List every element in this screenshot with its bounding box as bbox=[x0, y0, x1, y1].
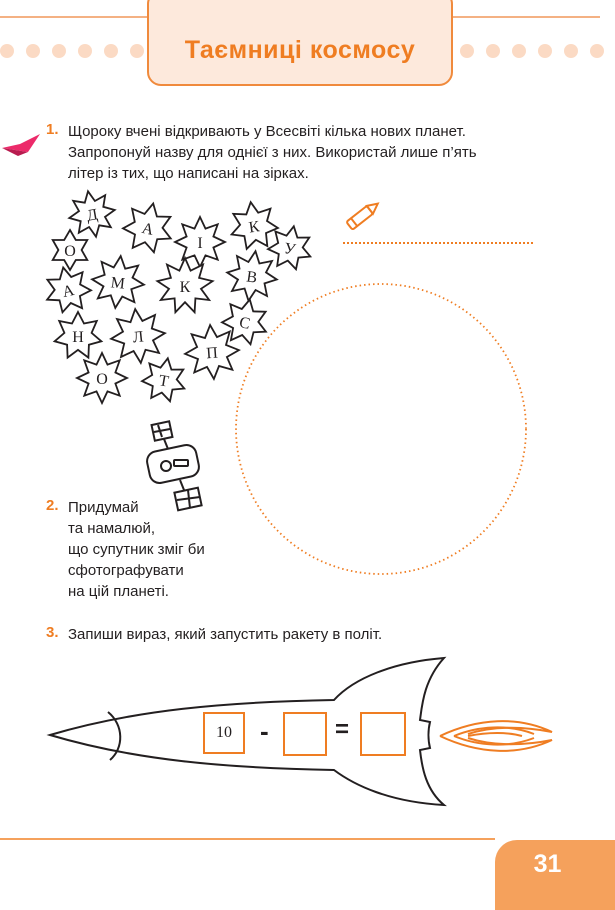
star-letter: С bbox=[237, 314, 252, 333]
star-letter: В bbox=[245, 268, 259, 287]
star-letter: Т bbox=[157, 372, 171, 391]
header-dots-right bbox=[460, 44, 604, 58]
footer-line bbox=[0, 838, 495, 840]
expression-operator: - bbox=[260, 716, 269, 746]
star-letter: К bbox=[247, 218, 261, 237]
star-letter: К bbox=[179, 279, 191, 296]
page-number: 31 bbox=[533, 850, 562, 878]
planet-name-answer-line[interactable] bbox=[343, 240, 533, 244]
task-3-text: Запиши вираз, який запустить ракету в політ. bbox=[68, 626, 383, 643]
expression-first-value: 10 bbox=[216, 724, 232, 741]
expression-second-box[interactable] bbox=[283, 712, 327, 756]
task-1-number: 1. bbox=[46, 121, 59, 138]
header-dots-left bbox=[0, 44, 144, 58]
expression-equals: = bbox=[335, 716, 350, 743]
star-letter: П bbox=[205, 344, 219, 363]
star-letter: О bbox=[96, 371, 108, 388]
expression-first-box bbox=[203, 712, 245, 754]
expression-result-box[interactable] bbox=[360, 712, 406, 756]
star-letter: Д bbox=[85, 206, 100, 225]
star-letter: А bbox=[140, 219, 156, 239]
planet-drawing-area[interactable] bbox=[234, 282, 528, 576]
header-line-right bbox=[453, 16, 600, 18]
star-letter: М bbox=[109, 274, 126, 293]
header-line-left bbox=[0, 16, 147, 18]
task-2-text: Придумай та намалюй, що супутник зміг би сфотографувати на цій планеті. bbox=[68, 499, 205, 600]
flame-icon bbox=[438, 712, 556, 760]
bookmark-arrow-icon bbox=[0, 130, 44, 164]
star-letter: Л bbox=[131, 328, 145, 347]
star-letter: А bbox=[60, 281, 76, 301]
pencil-icon bbox=[340, 198, 384, 234]
task-3-number: 3. bbox=[46, 624, 59, 641]
task-2-number: 2. bbox=[46, 497, 59, 514]
star-letter: Н bbox=[72, 329, 84, 346]
star-letter: І bbox=[197, 235, 203, 252]
star-letter: О bbox=[64, 243, 76, 260]
page-title: Таємниці космосу bbox=[184, 36, 416, 64]
task-1-text: Щороку вчені відкривають у Всесвіті кілька нових планет. Запропонуй назву для однієї з них. Використай лише п’ять літер із тих, що написані на зірках. bbox=[68, 123, 477, 182]
star-letter: У bbox=[282, 240, 297, 259]
